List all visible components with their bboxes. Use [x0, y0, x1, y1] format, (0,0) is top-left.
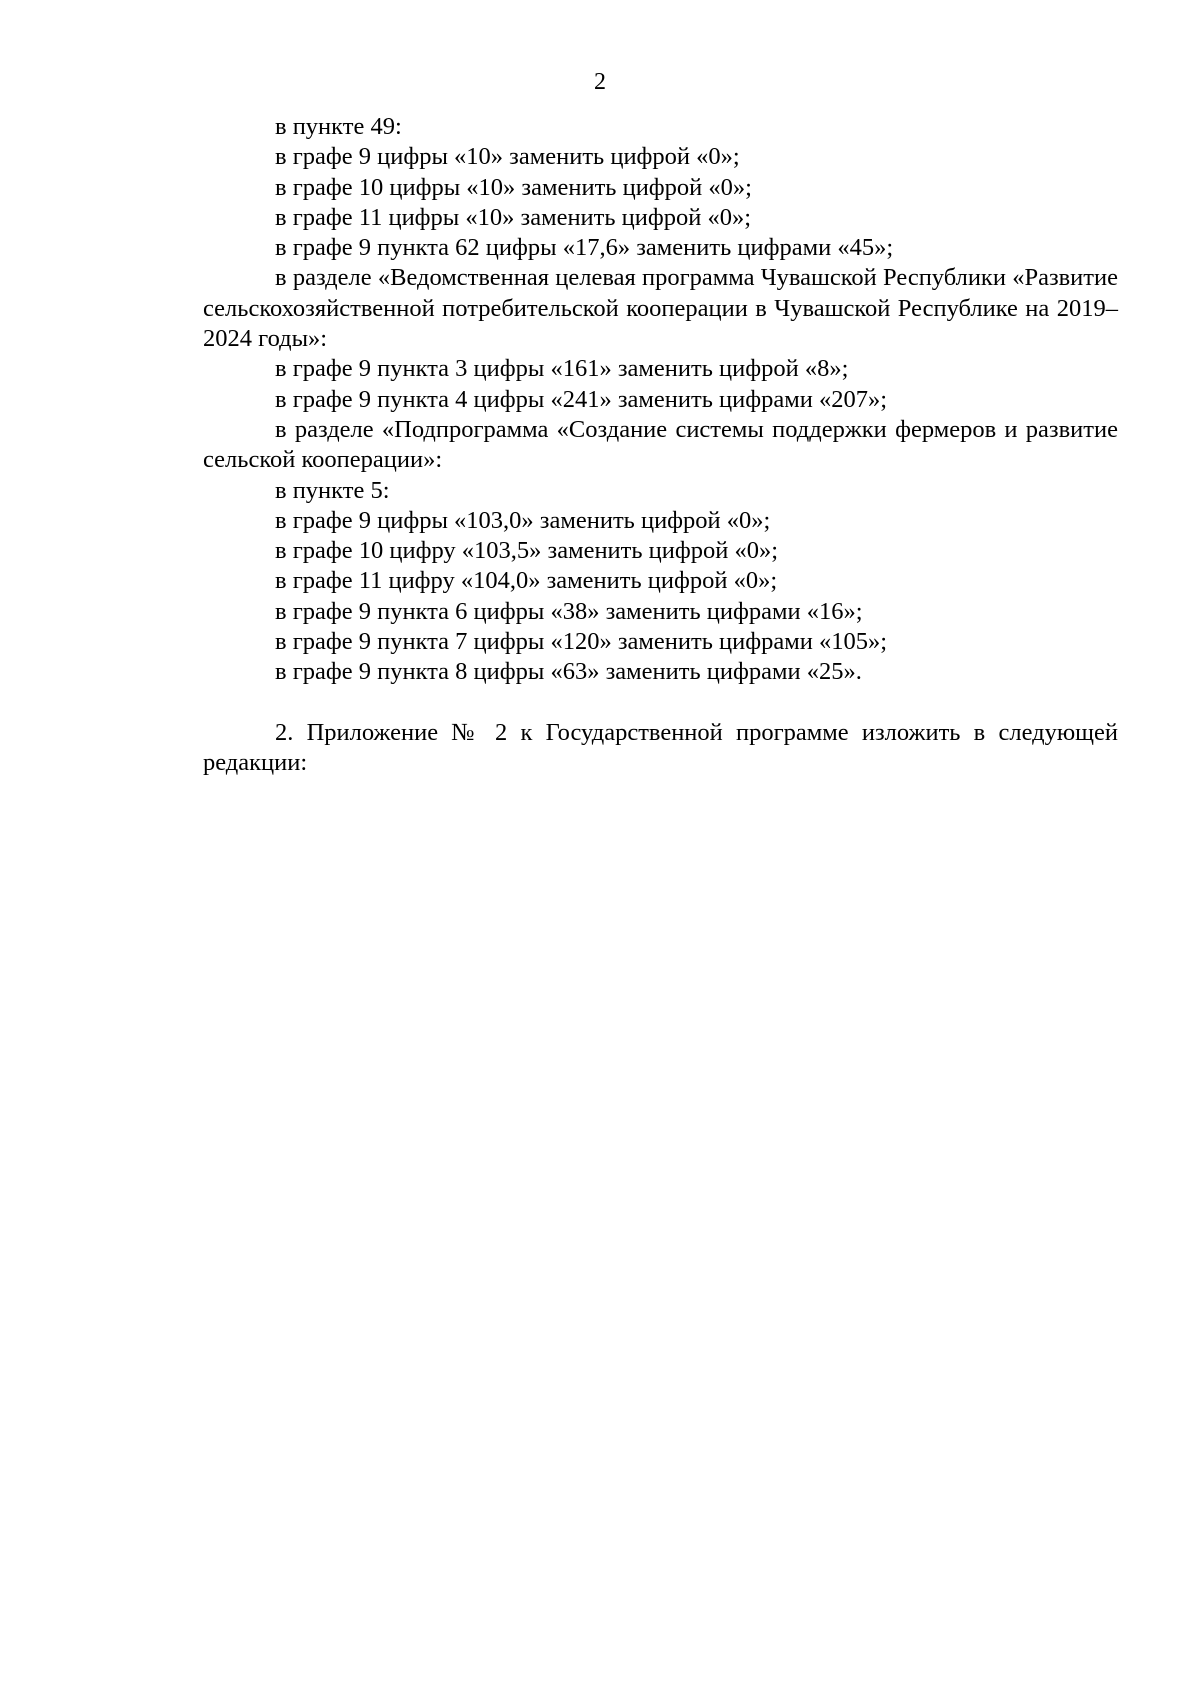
- document-body: [203, 112, 1118, 778]
- text-line: в графе 9 цифры «10» заменить цифрой «0»;: [275, 143, 740, 171]
- text-line: в графе 9 пункта 8 цифры «63» заменить цифрами «25».: [275, 658, 862, 686]
- text-line: в графе 9 цифры «103,0» заменить цифрой «0»;: [275, 506, 771, 534]
- page-number: 2: [594, 69, 606, 95]
- text-line: в графе 11 цифры «10» заменить цифрой «0»;: [275, 203, 752, 231]
- text-line: в графе 9 пункта 4 цифры «241» заменить цифрами «207»;: [275, 385, 888, 413]
- text-line: в графе 9 пункта 62 цифры «17,6» заменить цифрами «45»;: [275, 234, 894, 262]
- text-line: в графе 11 цифру «104,0» заменить цифрой «0»;: [275, 567, 778, 595]
- text-line: в графе 10 цифру «103,5» заменить цифрой «0»;: [275, 537, 779, 565]
- paragraph-section-podprogramma: в разделе «Подпрограмма «Создание системы поддержки фермеров и развитие сельской кооперации»:: [203, 415, 1118, 474]
- text-line: в пункте 49:: [275, 113, 402, 140]
- paragraph-appendix-2: 2. Приложение № 2 к Государственной программе изложить в следующей редакции:: [203, 718, 1118, 776]
- text-line: в графе 9 пункта 7 цифры «120» заменить цифрами «105»;: [275, 628, 888, 656]
- paragraph-section-vedomstvennaya: в разделе «Ведомственная целевая программа Чувашской Республики «Развитие сельскохозяйственной потребительской кооперации в Чувашской Республике на 2019–2024 годы»:: [203, 264, 1118, 353]
- text-line: в графе 10 цифры «10» заменить цифрой «0»;: [275, 173, 752, 201]
- text-line: в графе 9 пункта 3 цифры «161» заменить цифрой «8»;: [275, 355, 849, 383]
- paragraph-spacer: [203, 688, 1118, 718]
- text-line: в пункте 5:: [275, 476, 390, 504]
- text-line: в графе 9 пункта 6 цифры «38» заменить цифрами «16»;: [275, 597, 863, 625]
